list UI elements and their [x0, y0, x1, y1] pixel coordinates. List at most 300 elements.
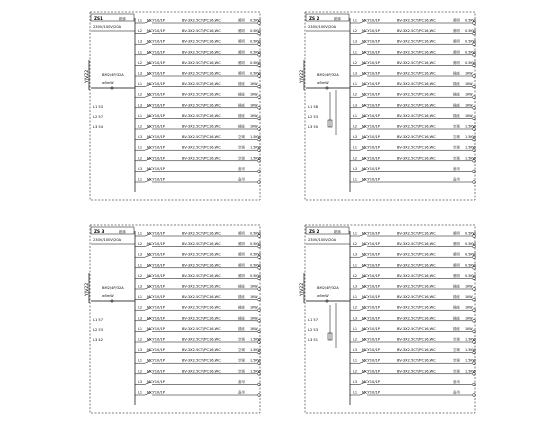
- panel-name: ZS 3: [94, 229, 105, 234]
- outlet-terminal: [473, 298, 476, 301]
- branch-cable: BV-3X2.5CT/PC16,WC: [182, 316, 221, 321]
- branch-code: 照明: [453, 252, 460, 257]
- branch-cable: BV-3X2.5CT/PC16,WC: [397, 263, 436, 268]
- phase-load-summary: L2 53: [93, 328, 104, 332]
- branch-code: 空调: [453, 135, 460, 140]
- branch-phase: L2: [138, 305, 143, 310]
- branch-breaker: MCY10/1P: [362, 337, 380, 342]
- branch-code: 空调: [238, 156, 245, 161]
- incomer-tag: w5mW: [102, 294, 114, 298]
- branch-code: 插座: [453, 284, 460, 289]
- branch-circuit: [135, 145, 261, 152]
- branch-breaker: MCY10/1P: [362, 358, 380, 363]
- branch-circuit: [135, 368, 261, 375]
- branch-circuit: [350, 166, 475, 173]
- branch-phase: L1: [353, 358, 358, 363]
- branch-breaker: MCY10/1P: [147, 273, 165, 278]
- branch-circuit: [135, 92, 260, 99]
- branch-load: 1KW: [250, 113, 258, 118]
- branch-phase: L2: [353, 305, 358, 310]
- branch-breaker: MCY10/1P: [362, 113, 380, 118]
- branch-phase: L3: [138, 252, 143, 257]
- branch-circuit: [135, 18, 261, 25]
- branch-breaker: MCY10/1P: [362, 231, 380, 236]
- branch-code: 照明: [238, 18, 245, 23]
- branch-breaker: MCY10/1P: [362, 145, 380, 150]
- branch-phase: L2: [353, 156, 358, 161]
- branch-breaker: MCY10/1P: [147, 82, 165, 87]
- branch-phase: L2: [138, 273, 143, 278]
- branch-breaker: MCY10/1P: [362, 71, 380, 76]
- branch-circuit: [135, 273, 261, 280]
- branch-load: 1KW: [250, 82, 258, 87]
- outlet-terminal: [473, 117, 476, 120]
- branch-code: 插座: [238, 305, 245, 310]
- branch-breaker: MCY10/1P: [147, 295, 165, 300]
- branch-breaker: MCY10/1P: [362, 82, 380, 87]
- branch-code: 插座: [453, 113, 460, 118]
- branch-breaker: MCY10/1P: [147, 316, 165, 321]
- branch-code: 空调: [238, 145, 245, 150]
- branch-code: 照明: [238, 39, 245, 44]
- branch-cable: BV-3X2.5CT/PC16,WC: [397, 124, 436, 129]
- branch-phase: L1: [353, 50, 358, 55]
- branch-code: 空调: [238, 337, 245, 342]
- branch-cable: BV-3X2.5CT/PC16,WC: [182, 156, 221, 161]
- branch-code: 插座: [238, 82, 245, 87]
- panel-rating: 230V/100V/20A: [308, 25, 337, 29]
- phase-load-summary: L1 57: [308, 318, 319, 322]
- branch-circuit: [350, 18, 476, 25]
- branch-circuit: [135, 134, 261, 141]
- panel-subtitle: 箱体: [334, 230, 342, 234]
- branch-cable: BV-3X2.5CT/PC16,WC: [182, 145, 221, 150]
- branch-phase: L2: [353, 337, 358, 342]
- branch-code: 备用: [453, 390, 460, 395]
- branch-phase: L3: [138, 39, 143, 44]
- phase-load-summary: L2 53: [308, 328, 319, 332]
- branch-cable: BV-3X2.5CT/PC16,WC: [182, 337, 221, 342]
- outlet-terminal: [473, 330, 476, 333]
- branch-circuit: [135, 358, 261, 365]
- branch-code: 插座: [238, 316, 245, 321]
- branch-phase: L3: [138, 379, 143, 384]
- branch-phase: L2: [353, 60, 358, 65]
- branch-cable: BV-3X2.5CT/PC16,WC: [182, 252, 221, 257]
- feed-cable-label: YJV22: [85, 69, 90, 83]
- branch-circuit: [135, 71, 261, 78]
- branch-code: 照明: [238, 231, 245, 236]
- branch-load: 0.5KW: [465, 273, 476, 278]
- branch-circuit: [135, 81, 260, 88]
- branch-cable: BV-3X2.5CT/PC16,WC: [397, 369, 436, 374]
- branch-cable: BV-3X2.5CT/PC16,WC: [397, 305, 436, 310]
- feed-cable-label: YJV22: [85, 282, 90, 296]
- branch-code: 空调: [453, 145, 460, 150]
- branch-breaker: MCY10/1P: [147, 60, 165, 65]
- branch-load: 1KW: [250, 284, 258, 289]
- branch-cable: BV-3X2.5CT/PC16,WC: [182, 369, 221, 374]
- branch-phase: L3: [353, 252, 358, 257]
- branch-phase: L3: [138, 135, 143, 140]
- branch-load: 1KW: [250, 295, 258, 300]
- branch-cable: BV-3X2.5CT/PC16,WC: [182, 284, 221, 289]
- branch-cable: BV-3X2.5CT/PC16,WC: [397, 156, 436, 161]
- feed-cable-label: YJV22: [300, 282, 305, 296]
- phase-load-summary: L1 53: [93, 105, 104, 109]
- branch-load: 1KW: [250, 103, 258, 108]
- branch-load: 1.5KW: [465, 156, 476, 161]
- branch-breaker: MCY10/1P: [147, 71, 165, 76]
- branch-load: 0.5KW: [250, 252, 261, 257]
- branch-load: 1KW: [250, 305, 258, 310]
- outlet-terminal: [258, 106, 261, 109]
- branch-breaker: MCY10/1P: [362, 177, 380, 182]
- branch-phase: L3: [353, 166, 358, 171]
- phase-load-summary: L3 50: [308, 125, 319, 129]
- branch-circuit: [350, 284, 475, 291]
- branch-code: 照明: [453, 60, 460, 65]
- panel-rating: 230V/100V/20A: [93, 25, 122, 29]
- branch-cable: BV-3X2.5CT/PC16,WC: [397, 358, 436, 363]
- branch-breaker: MCY10/1P: [362, 316, 380, 321]
- branch-circuit: [350, 145, 476, 152]
- outlet-terminal: [258, 309, 261, 312]
- branch-load: 0.5KW: [465, 242, 476, 247]
- branch-breaker: MCY10/1P: [362, 39, 380, 44]
- branch-code: 空调: [238, 358, 245, 363]
- branch-circuit: [350, 102, 475, 109]
- branch-load: 0.5KW: [465, 252, 476, 257]
- branch-phase: L1: [353, 295, 358, 300]
- branch-cable: BV-3X2.5CT/PC16,WC: [182, 39, 221, 44]
- branch-breaker: MCY10/1P: [362, 390, 380, 395]
- panel-rating: 230V/100V/20A: [93, 238, 122, 242]
- branch-circuit: [135, 49, 261, 56]
- branch-circuit: [350, 273, 476, 280]
- branch-code: 备用: [453, 379, 460, 384]
- branch-load: 0.5KW: [250, 18, 261, 23]
- branch-load: 1KW: [250, 92, 258, 97]
- branch-code: 空调: [453, 358, 460, 363]
- branch-circuit: [135, 379, 260, 386]
- branch-breaker: MCY10/1P: [362, 50, 380, 55]
- outlet-terminal: [473, 319, 476, 322]
- branch-code: 空调: [453, 124, 460, 129]
- branch-load: 1.5KW: [250, 358, 261, 363]
- branch-load: 0.5KW: [465, 39, 476, 44]
- phase-load-summary: L1 57: [93, 318, 104, 322]
- branch-code: 插座: [453, 71, 460, 76]
- branch-load: 1.5KW: [250, 145, 261, 150]
- outlet-terminal: [258, 330, 261, 333]
- branch-phase: L3: [353, 103, 358, 108]
- branch-load: 1KW: [465, 113, 473, 118]
- branch-cable: BV-3X2.5CT/PC16,WC: [397, 39, 436, 44]
- branch-load: 0.5KW: [250, 29, 261, 34]
- panel-name: ZS1: [94, 16, 103, 21]
- branch-phase: L2: [353, 92, 358, 97]
- phase-load-summary: L3 51: [308, 338, 319, 342]
- branch-breaker: MCY10/1P: [147, 177, 165, 182]
- branch-breaker: MCY10/1P: [362, 242, 380, 247]
- branch-cable: BV-3X2.5CT/PC16,WC: [397, 295, 436, 300]
- branch-load: 0.5KW: [465, 263, 476, 268]
- branch-breaker: MCY10/1P: [147, 50, 165, 55]
- branch-code: 插座: [453, 316, 460, 321]
- branch-circuit: [135, 60, 261, 67]
- branch-phase: L1: [138, 326, 143, 331]
- branch-code: 照明: [453, 39, 460, 44]
- branch-breaker: MCY10/1P: [147, 379, 165, 384]
- branch-cable: BV-3X2.5CT/PC16,WC: [182, 263, 221, 268]
- branch-circuit: [135, 305, 260, 312]
- branch-breaker: MCY10/1P: [362, 273, 380, 278]
- branch-code: 备用: [238, 390, 245, 395]
- branch-code: 照明: [453, 263, 460, 268]
- branch-circuit: [350, 262, 476, 269]
- branch-cable: BV-3X2.5CT/PC16,WC: [397, 231, 436, 236]
- branch-phase: L3: [353, 71, 358, 76]
- branch-breaker: MCY10/1P: [362, 124, 380, 129]
- panel-subtitle: 箱体: [334, 17, 342, 21]
- branch-breaker: MCY10/1P: [147, 113, 165, 118]
- enclosure-outline: [305, 12, 475, 200]
- branch-circuit: [135, 347, 261, 354]
- branch-load: 1KW: [465, 103, 473, 108]
- outlet-terminal: [258, 85, 261, 88]
- feed-cable-label: YJV22: [300, 69, 305, 83]
- branch-phase: L2: [138, 124, 143, 129]
- branch-cable: BV-3X2.5CT/PC16,WC: [182, 326, 221, 331]
- branch-cable: BV-3X2.5CT/PC16,WC: [397, 273, 436, 278]
- branch-load: 1.5KW: [465, 348, 476, 353]
- branch-phase: L3: [353, 316, 358, 321]
- panel-p3: [84, 225, 261, 413]
- branch-breaker: MCY10/1P: [147, 263, 165, 268]
- branch-breaker: MCY10/1P: [362, 379, 380, 384]
- branch-load: 1.5KW: [465, 145, 476, 150]
- branch-breaker: MCY10/1P: [147, 135, 165, 140]
- branch-load: 1.5KW: [465, 135, 476, 140]
- branch-phase: L1: [138, 358, 143, 363]
- branch-breaker: MCY10/1P: [147, 358, 165, 363]
- branch-circuit: [350, 358, 476, 365]
- branch-circuit: [350, 124, 476, 131]
- branch-breaker: MCY10/1P: [147, 252, 165, 257]
- branch-phase: L1: [353, 82, 358, 87]
- branch-breaker: MCY10/1P: [362, 18, 380, 23]
- branch-circuit: [135, 39, 261, 46]
- branch-phase: L1: [138, 295, 143, 300]
- branch-cable: BV-3X2.5CT/PC16,WC: [397, 18, 436, 23]
- branch-phase: L1: [353, 18, 358, 23]
- branch-circuit: [350, 155, 476, 162]
- phase-load-summary: L1 58: [308, 105, 319, 109]
- panel-p4: [299, 225, 476, 413]
- branch-code: 照明: [238, 242, 245, 247]
- branch-breaker: MCY10/1P: [362, 103, 380, 108]
- branch-load: 0.5KW: [250, 242, 261, 247]
- branch-phase: L3: [353, 379, 358, 384]
- outlet-terminal: [258, 298, 261, 301]
- branch-code: 照明: [238, 263, 245, 268]
- branch-cable: BV-3X2.5CT/PC16,WC: [397, 284, 436, 289]
- branch-breaker: MCY10/1P: [362, 135, 380, 140]
- branch-phase: L2: [138, 156, 143, 161]
- branch-cable: BV-3X2.5CT/PC16,WC: [182, 348, 221, 353]
- branch-breaker: MCY10/1P: [147, 326, 165, 331]
- branch-cable: BV-3X2.5CT/PC16,WC: [397, 145, 436, 150]
- branch-phase: L3: [353, 284, 358, 289]
- branch-code: 备用: [453, 177, 460, 182]
- branch-code: 插座: [453, 305, 460, 310]
- branch-phase: L3: [138, 71, 143, 76]
- branch-code: 照明: [238, 29, 245, 34]
- branch-breaker: MCY10/1P: [362, 348, 380, 353]
- branch-cable: BV-3X2.5CT/PC16,WC: [397, 60, 436, 65]
- branch-load: 0.5KW: [465, 231, 476, 236]
- branch-load: 1.5KW: [250, 135, 261, 140]
- branch-phase: L2: [138, 29, 143, 34]
- phase-load-summary: L2 53: [308, 115, 319, 119]
- main-breaker-label: BM2/4P/32A: [317, 286, 339, 290]
- branch-circuit: [350, 177, 475, 184]
- branch-breaker: MCY10/1P: [147, 369, 165, 374]
- branch-code: 照明: [453, 273, 460, 278]
- branch-phase: L3: [138, 284, 143, 289]
- branch-circuit: [350, 315, 475, 322]
- panel-rating: 230V/100V/20A: [308, 238, 337, 242]
- branch-circuit: [135, 113, 260, 120]
- branch-code: 照明: [238, 273, 245, 278]
- branch-breaker: MCY10/1P: [147, 92, 165, 97]
- branch-load: 1KW: [250, 326, 258, 331]
- branch-breaker: MCY10/1P: [362, 156, 380, 161]
- branch-load: 1.5KW: [250, 348, 261, 353]
- branch-circuit: [135, 252, 261, 259]
- branch-cable: BV-3X2.5CT/PC16,WC: [182, 29, 221, 34]
- branch-phase: L3: [138, 348, 143, 353]
- branch-cable: BV-3X2.5CT/PC16,WC: [182, 242, 221, 247]
- branch-load: 1KW: [465, 71, 473, 76]
- branch-code: 照明: [453, 242, 460, 247]
- outlet-terminal: [473, 288, 476, 291]
- branch-phase: L2: [138, 369, 143, 374]
- branch-phase: L3: [138, 103, 143, 108]
- branch-load: 0.5KW: [250, 71, 261, 76]
- branch-breaker: MCY10/1P: [147, 166, 165, 171]
- branch-load: 0.5KW: [250, 39, 261, 44]
- branch-cable: BV-3X2.5CT/PC16,WC: [182, 82, 221, 87]
- branch-phase: L2: [138, 337, 143, 342]
- branch-cable: BV-3X2.5CT/PC16,WC: [182, 231, 221, 236]
- branch-phase: L3: [138, 166, 143, 171]
- branch-cable: BV-3X2.5CT/PC16,WC: [397, 92, 436, 97]
- branch-circuit: [135, 337, 261, 344]
- branch-code: 备用: [238, 166, 245, 171]
- branch-phase: L1: [138, 113, 143, 118]
- branch-circuit: [350, 390, 475, 397]
- branch-breaker: MCY10/1P: [362, 29, 380, 34]
- branch-cable: BV-3X2.5CT/PC16,WC: [182, 92, 221, 97]
- branch-phase: L2: [138, 242, 143, 247]
- branch-code: 插座: [453, 92, 460, 97]
- branch-code: 照明: [238, 50, 245, 55]
- branch-circuit: [350, 81, 475, 88]
- branch-load: 1.5KW: [465, 369, 476, 374]
- branch-circuit: [350, 113, 475, 120]
- branch-circuit: [350, 305, 475, 312]
- branch-circuit: [135, 28, 261, 35]
- branch-phase: L1: [138, 263, 143, 268]
- branch-code: 照明: [238, 71, 245, 76]
- branch-load: 1.5KW: [465, 358, 476, 363]
- branch-load: 1KW: [250, 316, 258, 321]
- panel-p2: [299, 12, 476, 200]
- panel-p1: [84, 12, 261, 200]
- branch-code: 插座: [238, 326, 245, 331]
- branch-breaker: MCY10/1P: [362, 295, 380, 300]
- branch-cable: BV-3X2.5CT/PC16,WC: [397, 135, 436, 140]
- branch-breaker: MCY10/1P: [147, 18, 165, 23]
- branch-cable: BV-3X2.5CT/PC16,WC: [397, 71, 436, 76]
- branch-code: 照明: [453, 18, 460, 23]
- branch-code: 空调: [238, 135, 245, 140]
- branch-cable: BV-3X2.5CT/PC16,WC: [397, 82, 436, 87]
- branch-cable: BV-3X2.5CT/PC16,WC: [182, 71, 221, 76]
- branch-breaker: MCY10/1P: [147, 145, 165, 150]
- branch-breaker: MCY10/1P: [147, 29, 165, 34]
- branch-circuit: [135, 166, 260, 173]
- branch-breaker: MCY10/1P: [147, 284, 165, 289]
- branch-code: 备用: [238, 379, 245, 384]
- main-breaker-label: BM2/4P/32A: [102, 286, 124, 290]
- branch-circuit: [135, 124, 260, 131]
- branch-phase: L2: [353, 273, 358, 278]
- branch-code: 照明: [453, 231, 460, 236]
- branch-breaker: MCY10/1P: [362, 60, 380, 65]
- branch-phase: L1: [138, 390, 143, 395]
- branch-phase: L2: [353, 124, 358, 129]
- branch-code: 插座: [453, 103, 460, 108]
- branch-code: 插座: [453, 326, 460, 331]
- branch-circuit: [350, 231, 476, 238]
- enclosure-outline: [305, 225, 475, 413]
- branch-code: 空调: [453, 369, 460, 374]
- branch-circuit: [350, 71, 475, 78]
- branch-code: 插座: [238, 295, 245, 300]
- branch-load: 1.5KW: [250, 369, 261, 374]
- branch-load: 1.5KW: [250, 337, 261, 342]
- branch-phase: L1: [353, 390, 358, 395]
- branch-phase: L2: [138, 92, 143, 97]
- branch-load: 0.5KW: [250, 273, 261, 278]
- branch-circuit: [135, 231, 261, 238]
- branch-load: 1.5KW: [465, 124, 476, 129]
- branch-load: 1KW: [465, 316, 473, 321]
- branch-code: 空调: [453, 337, 460, 342]
- branch-phase: L1: [353, 145, 358, 150]
- branch-phase: L3: [353, 135, 358, 140]
- branch-cable: BV-3X2.5CT/PC16,WC: [182, 103, 221, 108]
- branch-breaker: MCY10/1P: [147, 124, 165, 129]
- branch-cable: BV-3X2.5CT/PC16,WC: [182, 358, 221, 363]
- main-breaker-label: BM2/4P/32A: [317, 73, 339, 77]
- branch-code: 空调: [453, 348, 460, 353]
- branch-breaker: MCY10/1P: [362, 252, 380, 257]
- incomer-tag: w5mW: [102, 81, 114, 85]
